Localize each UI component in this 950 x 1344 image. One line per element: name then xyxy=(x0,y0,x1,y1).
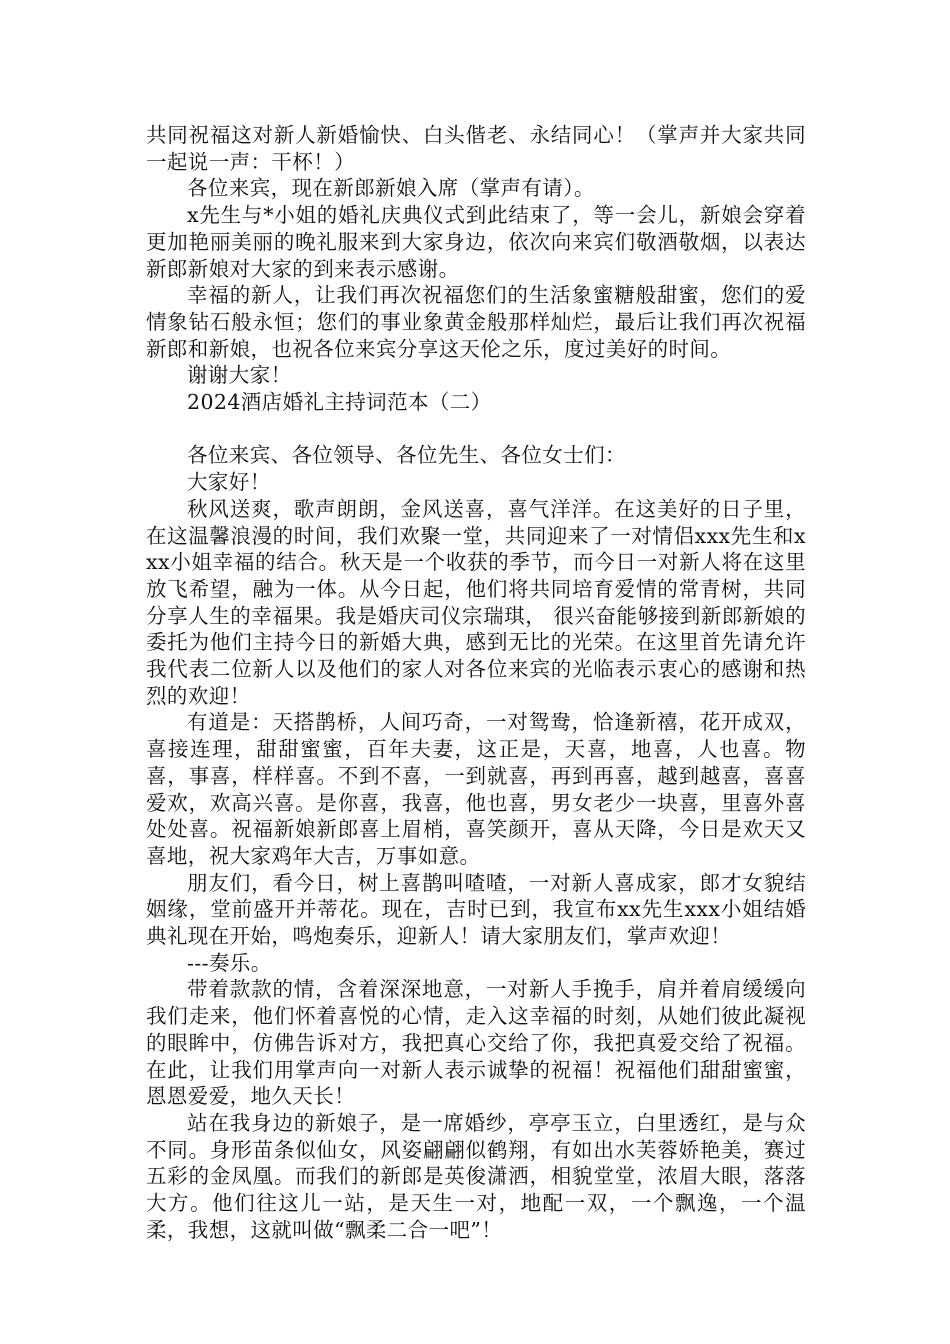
paragraph-greeting-guests: 各位来宾、各位领导、各位先生、各位女士们： xyxy=(187,443,626,468)
paragraph-ceremony-end: x先生与*小姐的婚礼庆典仪式到此结束了，等一会儿，新娘会穿着更加艳丽美丽的晚礼服来到大家身边，依次向来宾们敬酒敬烟，以表达新郎新娘对大家的到来表示感谢。 xyxy=(146,203,806,281)
paragraph-joy-verse: 有道是：天搭鹊桥，人间巧奇，一对鸳鸯，恰逢新禧，花开成双，喜接连理，甜甜蜜蜜，百年夫妻，这正是，天喜，地喜，人也喜。物喜，事喜，样样喜。不到不喜，一到就喜，再到再喜，越到越喜，喜喜爱欢，欢高兴喜。是你喜，我喜，他也喜，男女老少一块喜，里喜外喜处处喜。祝福新娘新郎喜上眉梢，喜笑颜开，喜从天降，今日是欢天又喜地，祝大家鸡年大吉，万事如意。 xyxy=(146,710,806,868)
paragraph-hello: 大家好！ xyxy=(187,470,271,495)
paragraph-music: ---奏乐。 xyxy=(187,950,272,975)
paragraph-couple-entrance: 带着款款的情，含着深深地意，一对新人手挽手，肩并着肩缓缓向我们走来，他们怀着喜悦的心情，走入这幸福的时刻，从她们彼此凝视的眼眸中，仿佛告诉对方，我把真心交给了你，我把真爱交给了祝福。在此，让我们用掌声向一对新人表示诚挚的祝福！祝福他们甜甜蜜蜜，恩恩爱爱，地久天长！ xyxy=(146,977,806,1109)
paragraph-bride-groom-praise: 站在我身边的新娘子，是一席婚纱，亭亭玉立，白里透红，是与众不同。身形苗条似仙女，风姿翩翩似鹤翔，有如出水芙蓉娇艳美，赛过五彩的金凤凰。而我们的新郎是英俊潇洒，相貌堂堂，浓眉大眼，落落大方。他们往这儿一站，是天生一对，地配一双，一个飘逸，一个温柔，我想，这就叫做“飘柔二合一吧”！ xyxy=(146,1111,806,1242)
paragraph-autumn-opening: 秋风送爽，歌声朗朗，金风送喜，喜气洋洋。在这美好的日子里，在这温馨浪漫的时间，我们欢聚一堂，共同迎来了一对情侣xxx先生和xxx小姐幸福的结合。秋天是一个收获的季节，而今日一对新人将在这里放飞希望，融为一体。从今日起，他们将共同培育爱情的常青树，共同分享人生的幸福果。我是婚庆司仪宗瑞琪， 很兴奋能够接到新郎新娘的委托为他们主持今日的新婚大典，感到无比的光荣。在这里首先请允许我代表二位新人以及他们的家人对各位来宾的光临表示衷心的感谢和热烈的欢迎！ xyxy=(146,496,806,708)
document-body xyxy=(146,122,806,1244)
paragraph-toast: 共同祝福这对新人新婚愉快、白头偕老、永结同心！（掌声并大家共同一起说一声：干杯！） xyxy=(146,123,806,174)
paragraph-ceremony-start: 朋友们，看今日，树上喜鹊叫喳喳，一对新人喜成家，郎才女貌结姻缘，堂前盛开并蒂花。现在，吉时已到，我宣布xx先生xxx小姐结婚典礼现在开始，鸣炮奏乐，迎新人！请大家朋友们，掌声欢迎！ xyxy=(146,870,806,949)
paragraph-blessing: 幸福的新人，让我们再次祝福您们的生活象蜜糖般甜蜜，您们的爱情象钻石般永恒；您们的事业象黄金般那样灿烂，最后让我们再次祝福新郎和新娘，也祝各位来宾分享这天伦之乐，度过美好的时间。 xyxy=(146,283,806,361)
paragraph-thanks: 谢谢大家！ xyxy=(187,363,292,388)
section-heading: 2024酒店婚礼主持词范本（二） xyxy=(187,390,492,415)
paragraph-seating: 各位来宾，现在新郎新娘入席（掌声有请）。 xyxy=(187,176,595,201)
blank-line xyxy=(146,416,806,443)
